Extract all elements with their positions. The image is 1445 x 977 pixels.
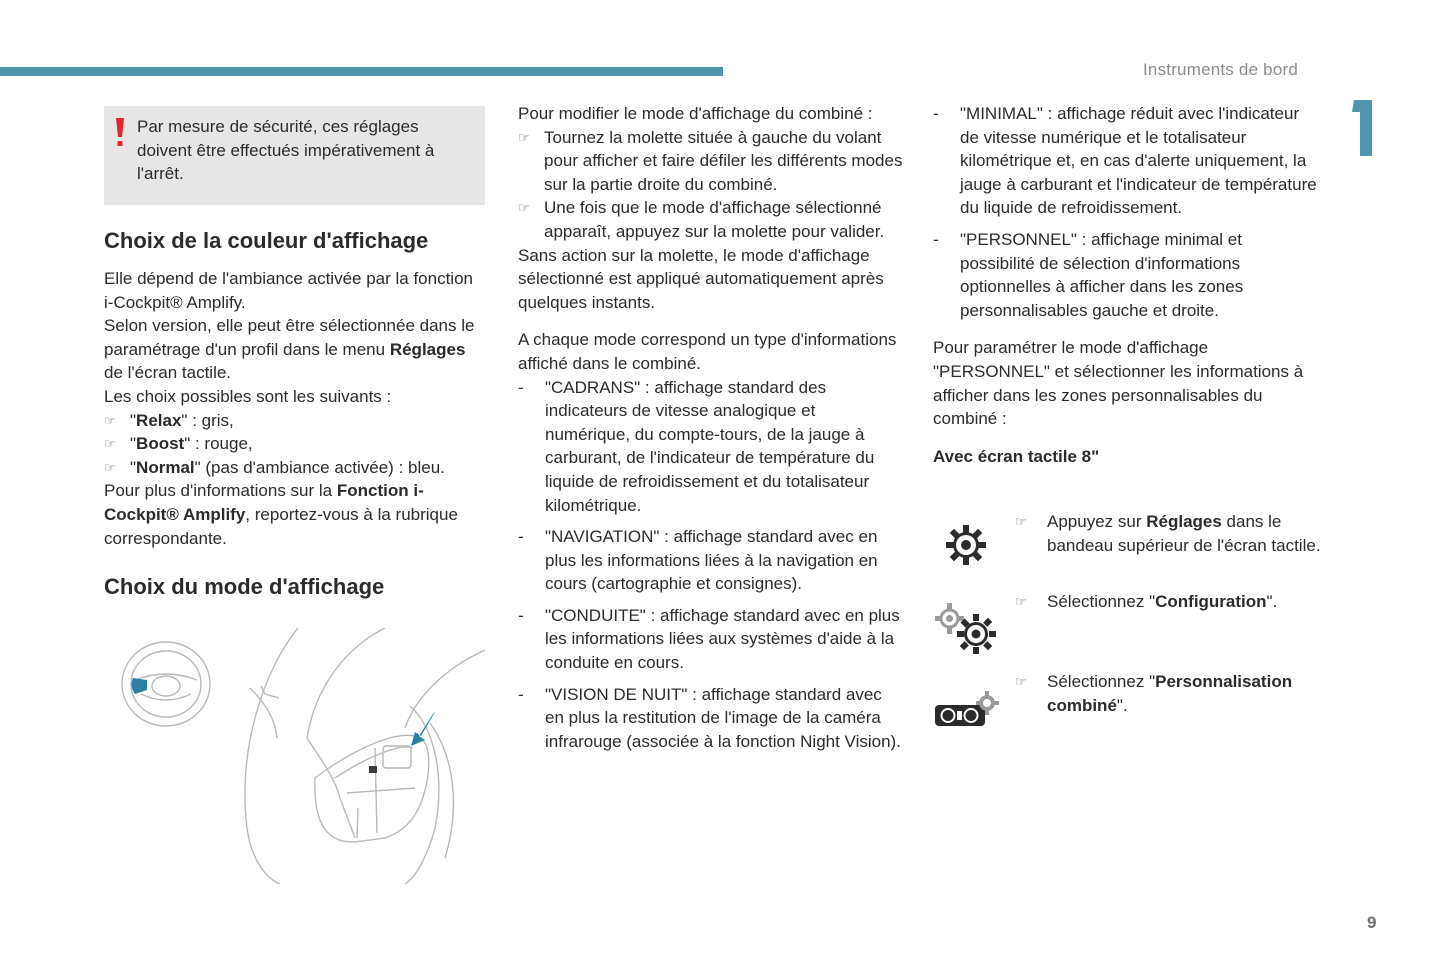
mode-text: "PERSONNEL" : affichage minimal et possibilité de sélection d'informations optionnelles à afficher dans les zones personnalisables gauche et droite. <box>960 229 1244 320</box>
choice-name: Normal <box>136 457 195 477</box>
modes-intro: A chaque mode correspond un type d'informations affiché dans le combiné. <box>518 330 897 373</box>
step-bold: Configuration <box>1155 592 1267 611</box>
choices-intro: Les choix possibles sont les suivants : <box>104 386 392 406</box>
choice-desc: : rouge, <box>190 434 253 454</box>
pointing-hand-icon: ☞ <box>104 436 116 452</box>
pointing-hand-icon: ☞ <box>518 200 530 216</box>
pointing-hand-icon: ☞ <box>1015 594 1027 609</box>
reglages-term: Réglages <box>389 339 466 359</box>
mode-item: - "PERSONNEL" : affichage minimal et possibilité de sélection d'informations optionnelles à afficher dans les zones personnalisables gauche et droite. <box>933 229 1244 320</box>
mode-text: "CADRANS" : affichage standard des indicateurs de vitesse analogique et numérique, du compte-tours, de la jauge à carburant, de l'indicateur de température du liquide de refroidissement et du totalisateur kilométrique. <box>545 377 875 515</box>
choice-item: ☞ "Boost" : rouge, <box>104 432 484 456</box>
mode-item: - "CONDUITE" : affichage standard avec en plus les informations liées aux systèmes d'aide à la conduite en cours. <box>518 605 900 673</box>
step-pre: Appuyez sur <box>1047 512 1147 531</box>
mode-item: - "VISION DE NUIT" : affichage standard avec en plus la restitution de l'image de la caméra infrarouge (associée à la fonction Night Vision). <box>518 684 901 751</box>
more-pre: Pour plus d'informations sur la <box>104 481 337 501</box>
step-item <box>518 196 903 243</box>
screen-title: Avec écran tactile 8" <box>933 446 1100 466</box>
configuration-gears-icon <box>934 601 998 657</box>
selon-end: de l'écran tactile. <box>104 363 232 383</box>
heading-mode: Choix du mode d'affichage <box>104 574 385 599</box>
mode-intro: Pour modifier le mode d'affichage du combiné : <box>518 104 873 123</box>
instrument-panel-icon <box>934 690 1000 728</box>
choice-name: Boost <box>136 434 185 454</box>
selon-text: Selon version, elle peut être sélectionnée dans le paramétrage d'un profil dans le menu <box>104 316 475 359</box>
column-1 <box>104 267 484 550</box>
choice-desc: : gris, <box>187 410 234 430</box>
mode-item: - "CADRANS" : affichage standard des indicateurs de vitesse analogique et numérique, du compte-tours, de la jauge à carburant, de l'indicateur de température du liquide de refroidissement et du totalisateur kilométrique. <box>518 377 875 515</box>
settings-gear-icon <box>945 524 987 566</box>
mode-text: "NAVIGATION" : affichage standard avec en plus les informations liées à la navigation en cours (cartographie et consignes). <box>545 527 878 594</box>
no-action-text: Sans action sur la molette, le mode d'affichage sélectionné est appliqué automatiquement après quelques instants. <box>518 245 884 312</box>
mode-text: "VISION DE NUIT" : affichage standard avec en plus la restitution de l'image de la caméra infrarouge (associée à la fonction Night Vision). <box>545 684 901 751</box>
exclamation-icon <box>114 116 126 148</box>
step-pre: Sélectionnez " <box>1047 592 1156 611</box>
setting-step <box>1015 670 1325 717</box>
section-title: Instruments de bord <box>1143 60 1298 79</box>
pointing-hand-icon: ☞ <box>104 459 116 475</box>
choice-item: ☞ "Relax" : gris, <box>104 409 484 433</box>
choice-desc: (pas d'ambiance activée) : bleu. <box>200 457 445 477</box>
mode-text: "CONDUITE" : affichage standard avec en plus les informations liées aux systèmes d'aide à la conduite en cours. <box>545 605 900 673</box>
step-bold: Réglages <box>1146 512 1222 531</box>
step-text: Une fois que le mode d'affichage sélectionné apparaît, appuyez sur la molette pour valider. <box>544 198 885 241</box>
pointing-hand-icon: ☞ <box>518 129 530 145</box>
chapter-number <box>1348 96 1380 158</box>
more-post: , reportez-vous à la rubrique correspondante. <box>104 504 458 548</box>
step-text: Tournez la molette située à gauche du volant pour afficher et faire défiler les différents modes sur la partie droite du combiné. <box>544 127 903 194</box>
choice-item: ☞ "Normal" (pas d'ambiance activée) : bleu. <box>104 456 484 480</box>
page-number: 9 <box>1367 913 1377 932</box>
paragraph-more-info <box>104 479 484 550</box>
step-post: ". <box>1116 695 1128 715</box>
setting-step <box>1015 590 1325 614</box>
steering-wheel-illustration <box>115 628 485 884</box>
setting-step <box>1015 510 1325 557</box>
pointing-hand-icon: ☞ <box>104 412 116 428</box>
mode-text: "MINIMAL" : affichage réduit avec l'indicateur de vitesse numérique et le totalisateur kilométrique et, en cas d'alerte uniquement, la jauge à carburant et l'indicateur de température du liquide de refroidissement. <box>960 104 1317 218</box>
step-pre: Sélectionnez " <box>1047 672 1156 691</box>
paragraph-intro: Elle dépend de l'ambiance activée par la fonction i-Cockpit® Amplify. <box>104 269 473 312</box>
pointing-hand-icon: ☞ <box>1015 674 1027 689</box>
chapter-number-text: 1 <box>1348 96 1349 97</box>
paragraph-selon <box>104 314 484 385</box>
warning-text: Par mesure de sécurité, ces réglages doivent être effectués impérativement à l'arrêt. <box>137 117 435 184</box>
more-bold: Fonction i-Cockpit® Amplify <box>104 481 424 524</box>
mode-item: - "NAVIGATION" : affichage standard avec en plus les informations liées à la navigation en cours (cartographie et consignes). <box>518 527 878 594</box>
mode-item: - "MINIMAL" : affichage réduit avec l'indicateur de vitesse numérique et le totalisateur kilométrique et, en cas d'alerte uniquement, la jauge à carburant et l'indicateur de température du liquide de refroidissement. <box>933 104 1317 218</box>
param-text: Pour paramétrer le mode d'affichage "PERSONNEL" et sélectionner les informations à afficher dans les zones personnalisables du combiné : <box>933 338 1304 429</box>
heading-couleur: Choix de la couleur d'affichage <box>104 228 429 253</box>
column-2 <box>518 102 903 753</box>
step-post: ". <box>1266 592 1278 611</box>
choice-name: Relax <box>136 410 182 430</box>
header-accent-bar <box>0 67 723 76</box>
pointing-hand-icon: ☞ <box>1015 514 1027 529</box>
step-post: dans le bandeau supérieur de l'écran tactile. <box>1047 512 1321 555</box>
step-item <box>518 126 903 197</box>
column-3 <box>933 102 1318 468</box>
step-bold: Personnalisation combiné <box>1047 672 1293 715</box>
